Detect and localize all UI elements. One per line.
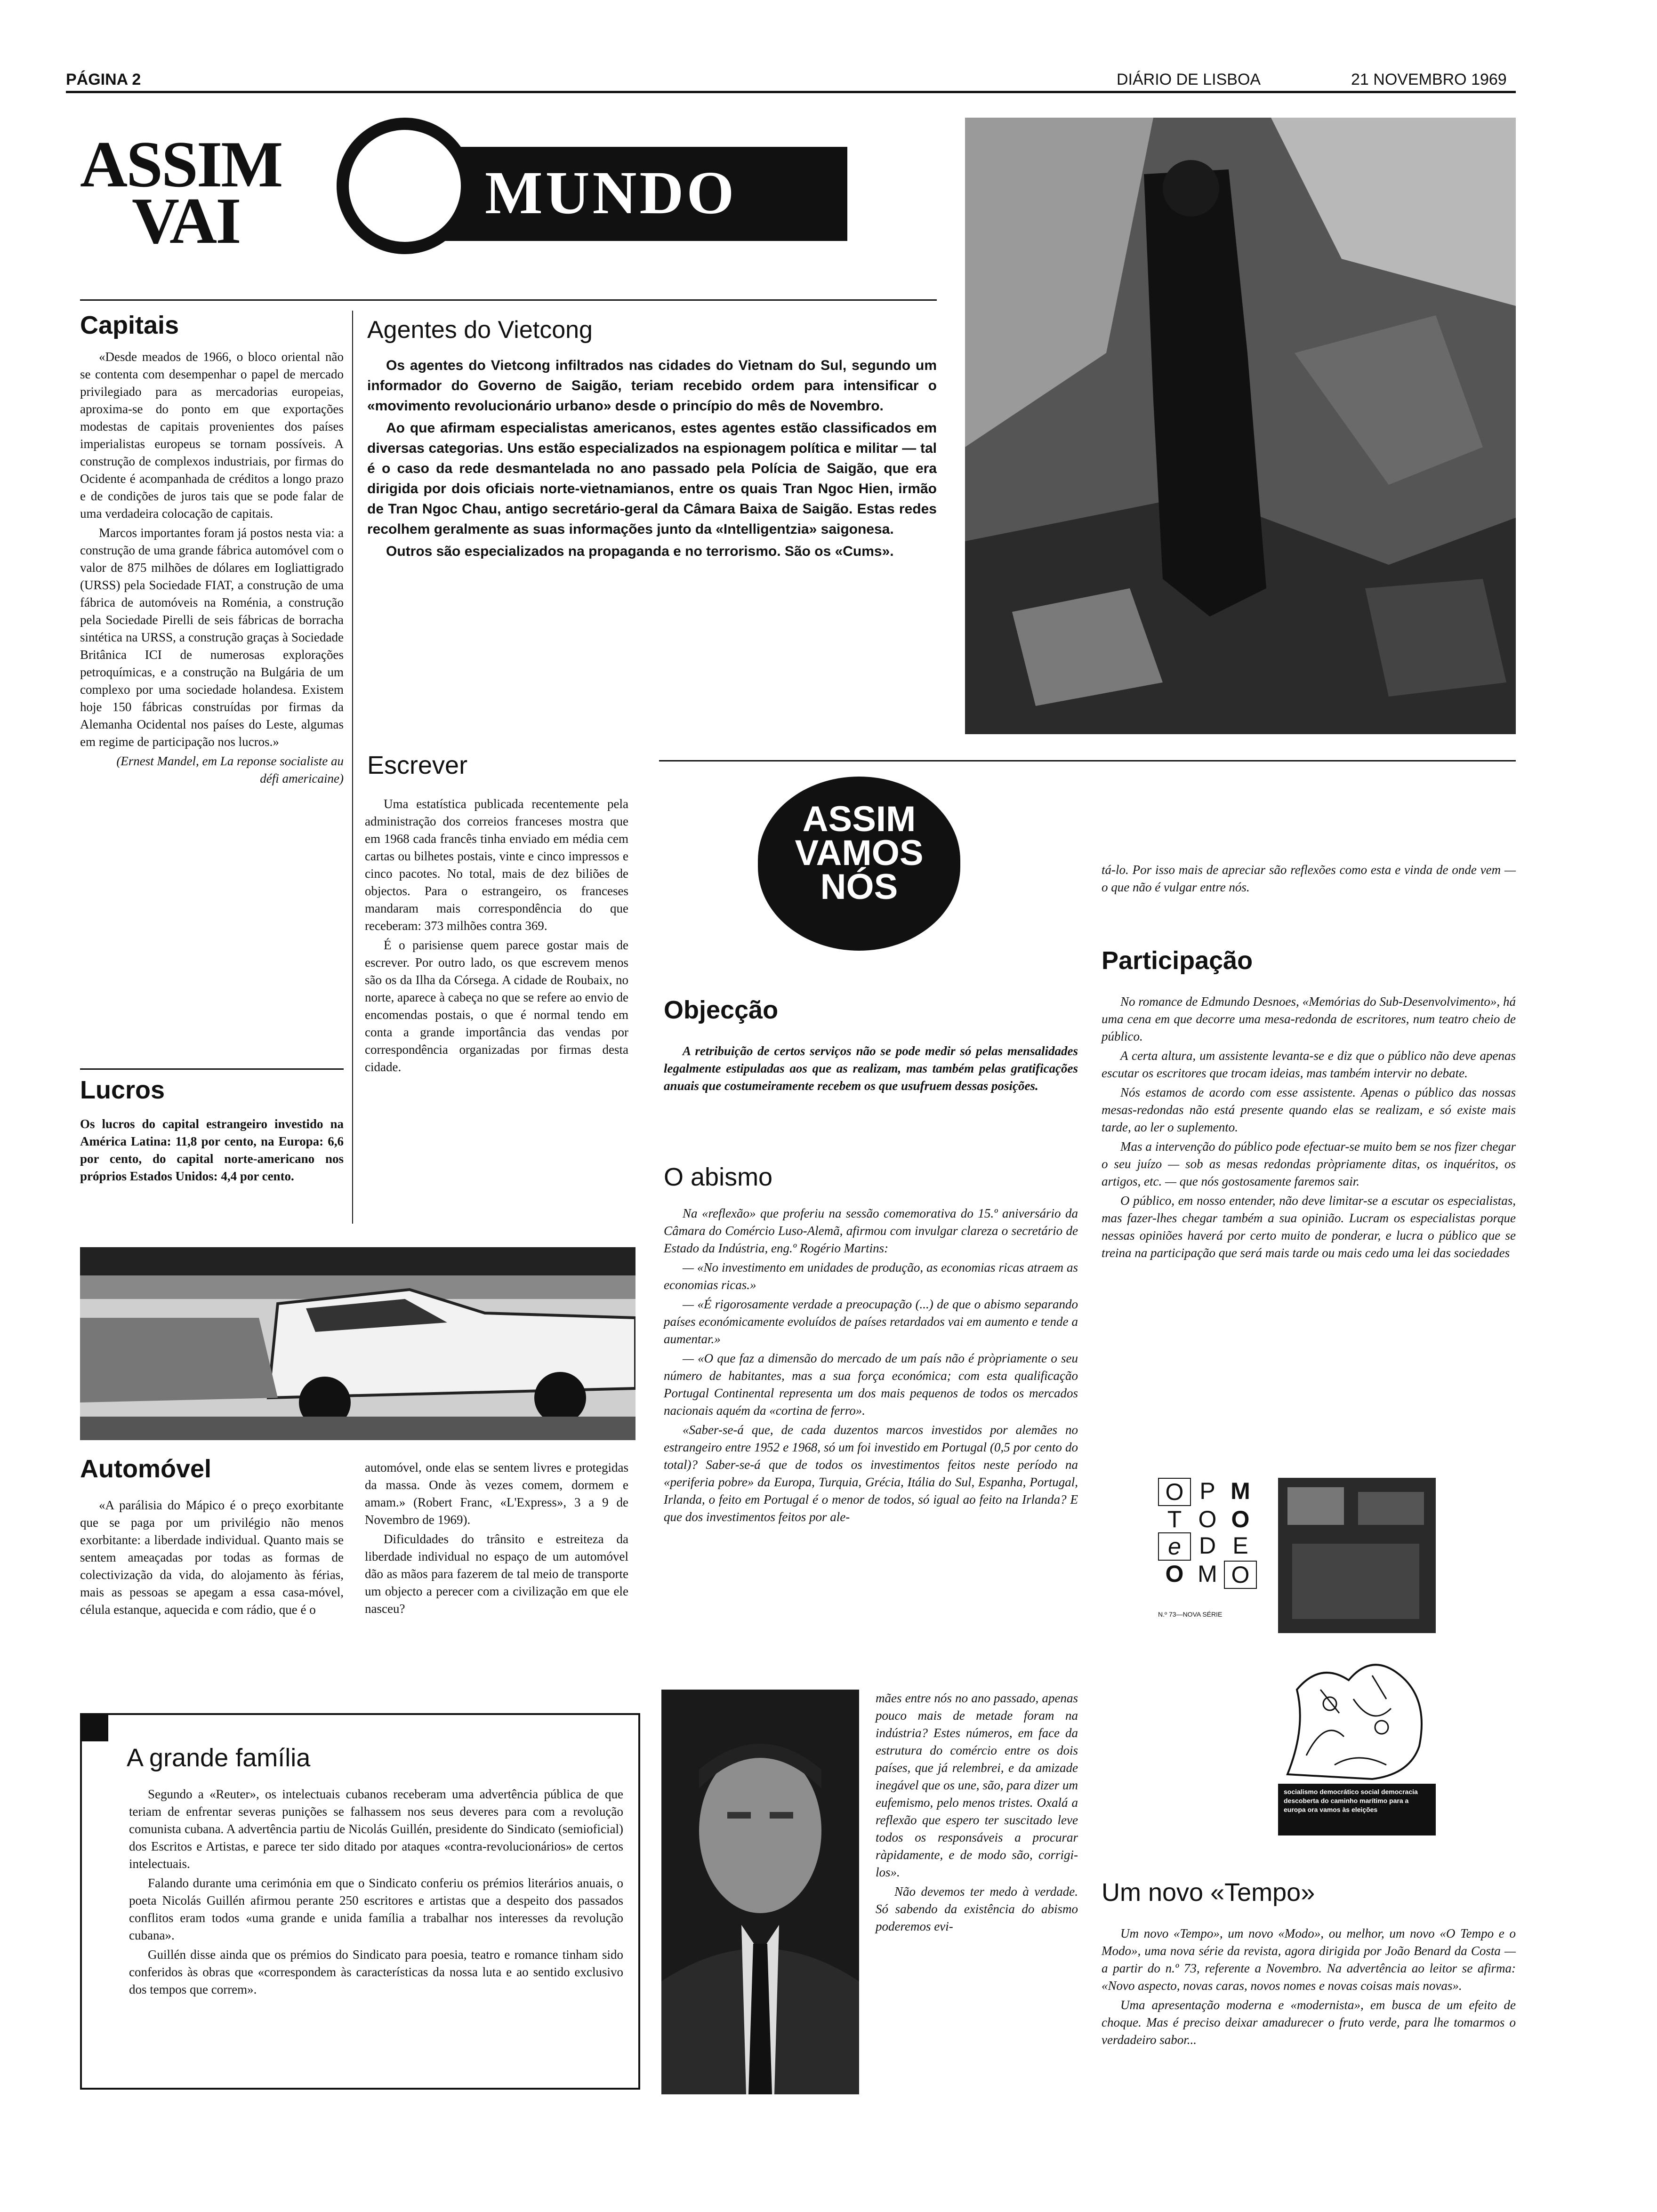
familia-body (129, 1786, 623, 2000)
capitais-source: (Ernest Mandel, em La reponse socialiste au défi americaine) (116, 754, 344, 785)
capitais-title: Capitais (80, 311, 179, 339)
participacao-paragraph: Nós estamos de acordo com esse assistente. Apenas o público das nossas mesas-redondas não está presente quando elas se realizam, e só existe mais tarde, ao ler o suplemento. (1102, 1085, 1516, 1134)
magazine-caption: socialismo democrático social democracia descoberta do caminho marítimo para a europa ora vamos às eleições (1278, 1784, 1436, 1835)
abismo-continued (876, 1690, 1078, 1937)
vietcong-paragraph: Ao que afirmam especialistas americanos, estes agentes estão classificados em diversas categorias. Uns estão especializados na espionagem política e militar — tal é o caso da rede desmantelada no ano passado pela Polícia de Saigão, que era dirigida por dois oficiais norte-vietnamianos, entre os quais Tran Ngoc Hien, irmão de Tran Ngoc Chau, antigo secretário-geral da Câmara Baixa de Saigão. Estas redes recolhem geralmente as suas informações junto da «Intelligentzia» saigonesa. (367, 420, 937, 537)
logo-nos: NÓS (820, 867, 898, 907)
vietcong-body (367, 355, 937, 563)
street-photo (965, 118, 1516, 734)
lucros-title: Lucros (80, 1076, 165, 1104)
vietcong-paragraph: Os agentes do Vietcong infiltrados nas cidades do Vietnam do Sul, segundo um informador do Governo de Saigão, teriam recebido ordem para intensificar o «movimento revolucionário urbano» desde o princípio do mês de Novembro. (367, 358, 937, 414)
abismo-paragraph: Na «reflexão» que proferiu na sessão comemorativa do 15.º aniversário da Câmara do Comércio Luso-Alemã, afirmou com invulgar clareza o secretário de Estado da Indústria, eng.º Rogério Martins: (664, 1206, 1078, 1255)
automovel-col1 (80, 1497, 344, 1620)
header-rule (66, 91, 1516, 93)
newspaper-name: DIÁRIO DE LISBOA (1117, 71, 1261, 88)
escrever-body (365, 795, 628, 1078)
magazine-illustration (1278, 1633, 1436, 1784)
masthead-vai: VAI (132, 184, 240, 257)
vietcong-title: Agentes do Vietcong (367, 316, 593, 344)
logo-assim: ASSIM (802, 799, 916, 839)
escrever-title: Escrever (367, 751, 468, 779)
abismo-paragraph: — «É rigorosamente verdade a preocupação (...) de que o abismo separando países económicamente evoluídos de países retardados vai em aumento e tende a aumentar.» (664, 1297, 1078, 1346)
logo-letter: M (1231, 1478, 1250, 1504)
masthead-o-ring (337, 118, 473, 254)
logo-letter: O (1224, 1561, 1257, 1589)
column-rule (352, 311, 353, 1224)
page-number: PÁGINA 2 (66, 71, 141, 88)
car-photo (80, 1247, 635, 1440)
logo-letter: D (1199, 1532, 1216, 1559)
abismo-paragraph: Não devemos ter medo à verdade. Só sabendo da existência do abismo poderemos evi- (876, 1884, 1078, 1933)
tempo-body (1102, 1925, 1516, 2051)
magazine-issue: N.º 73—NOVA SÉRIE (1158, 1611, 1223, 1618)
escrever-paragraph: Uma estatística publicada recentemente pela administração dos correios franceses mostra que em 1968 cada francês tinha enviado em média cem cartas ou bilhetes postais, vinte e cinco impressos e cinco pacotes. No total, mais de dez biliões de objectos. Para o estrangeiro, os franceses mandaram mais correspondência do que receberam: 373 milhões contra 369. (365, 797, 628, 933)
magazine-logo (1158, 1478, 1262, 1586)
participacao-paragraph: O público, em nosso entender, não deve limitar-se a escutar os especialistas, mas fazer-lhes chegar também a sua opinião. Lucram os especialistas porque nessas opiniões haverá por certo muito de ponderar, e lucra o público que se treina na participação que será mais tarde ou mais cedo uma lei das sociedades (1102, 1194, 1516, 1260)
issue-date: 21 NOVEMBRO 1969 (1351, 71, 1507, 88)
masthead-rule (80, 299, 937, 301)
familia-paragraph: Segundo a «Reuter», os intelectuais cubanos receberam uma advertência pública de que teriam de enfrentar severas punições se falhassem nos seus deveres para com a revolução comunista cubana. A advertência partiu de Nicolás Guillén, presidente do Sindicato (semioficial) dos Escritos e Artistas, e parece ter sido ditado por ataques «contra-revolucionários» de certos intelectuais. (129, 1787, 623, 1871)
objeccao-title: Objecção (664, 996, 779, 1024)
masthead-assim: ASSIM (80, 128, 282, 201)
logo-letter: E (1232, 1532, 1248, 1559)
magazine-cover (1158, 1478, 1450, 1835)
assim-vamos-nos-logo (758, 777, 960, 951)
logo-letter: O (1231, 1506, 1250, 1532)
logo-letter: O (1158, 1478, 1191, 1506)
grande-familia-box (80, 1713, 640, 2090)
logo-letter: O (1165, 1561, 1184, 1587)
abismo-paragraph: «Saber-se-á que, de cada duzentos marcos investidos por alemães no estrangeiro entre 1952 e 1968, só um foi investido em Portugal (0,5 por cento do total)? Saber-se-á que de todos os investimentos feitos neste período na «periferia pobre» da Europa, Turquia, Grécia, Itália do Sul, Espanha, Portugal, Irlanda, o feito em Portugal é o menor de todos, só igual ao feito na Irlanda? E que dos investimentos feitos por ale- (664, 1423, 1078, 1524)
vietcong-paragraph: Outros são especializados na propaganda e no terrorismo. São os «Cums». (386, 544, 894, 559)
logo-letter: T (1167, 1506, 1182, 1532)
automovel-col2 (365, 1459, 628, 1619)
automovel-paragraph: «A parálisia do Mápico é o preço exorbitante que se paga por um privilégio não menos exorbitante: a liberdade individual. Quanto mais se sentem ameaçadas por todas as formas de colectivização da vida, do alojamento às férias, mais as pessoas se apegam a essa casa-móvel, célula estanque, aquecida e com rádio, que é o (80, 1498, 344, 1617)
tempo-paragraph: Uma apresentação moderna e «modernista», em busca de um efeito de choque. Mas é preciso deixar amadurecer o fruto verde, para lhe tomarmos o verdadeiro sabor... (1102, 1998, 1516, 2047)
objeccao-body: A retribuição de certos serviços não se pode medir só pelas mensalidades legalmente estipuladas aos que as realizam, mas também pelas gratificações anuais que costumeiramente recebem os que usufruem dessas posições. (664, 1044, 1078, 1093)
tempo-title: Um novo «Tempo» (1102, 1878, 1315, 1907)
participacao-body (1102, 993, 1516, 1264)
familia-title: A grande família (127, 1744, 311, 1772)
capitais-body (80, 348, 344, 789)
masthead-mundo: MUNDO (485, 159, 737, 227)
section-rule (659, 760, 1516, 761)
familia-paragraph: Falando durante uma cerimónia em que o Sindicato conferiu os prémios literários anuais, o poeta Nicolás Guillén afirmou perante 250 escritores e artistas que a despeito dos passados conflitos eram todos «uma grande e unida família a trabalhar nos interesses da revolução cubana». (129, 1876, 623, 1942)
participacao-paragraph: A certa altura, um assistente levanta-se e diz que o público não deve apenas escutar os escritores que trocam ideias, mas também intervir no debate. (1102, 1049, 1516, 1080)
participacao-paragraph: No romance de Edmundo Desnoes, «Memórias do Sub-Desenvolvimento», há uma cena em que decorre uma mesa-redonda de escritores, num teatro cheio de público. (1102, 994, 1516, 1043)
automovel-paragraph: automóvel, onde elas se sentem livres e protegidas da massa. Onde às vezes comem, dormem e amam.» (Robert Franc, «L'Express», 3 a 9 de Novembro de 1969). (365, 1460, 628, 1527)
familia-paragraph: Guillén disse ainda que os prémios do Sindicato para poesia, teatro e romance tinham sido conferidos às obras que «correspondem às características da nossa luta e ao sentido exclusivo dos tempos que correm». (129, 1948, 623, 1996)
tempo-paragraph: Um novo «Tempo», um novo «Modo», ou melhor, um novo «O Tempo e o Modo», uma nova série da revista, agora dirigida por João Benard da Costa — a partir do n.º 73, referente a Novembro. Na advertência ao leitor se afirma: «Novo aspecto, novas caras, novos nomes e novas coisas mais novas». (1102, 1926, 1516, 1993)
logo-letter: M (1198, 1561, 1217, 1587)
participacao-title: Participação (1102, 946, 1253, 975)
abismo-body (664, 1205, 1078, 1528)
abismo-paragraph: — «No investimento em unidades de produção, as economias ricas atraem as economias ricas.» (664, 1260, 1078, 1292)
abismo-conclusion: tá-lo. Por isso mais de apreciar são reflexões como esta e vinda de onde vem — o que não é vulgar entre nós. (1102, 863, 1516, 894)
capitais-paragraph: Marcos importantes foram já postos nesta via: a construção de uma grande fábrica automóvel com o valor de 875 milhões de dólares em Iogliattigrado (URSS) pela Sociedade FIAT, a construção de uma fábrica de automóveis na Roménia, a construção pela Sociedade Pirelli de seis fábricas de borracha sintética na URSS, a construção graças à Sociedade Britânica ICI de numerosas explorações petroquímicas, e a construção na Bulgária de um complexo por uma sociedade holandesa. Existem hoje 150 fábricas construídas por firmas da Alemanha Ocidental nos países do Leste, algumas em regime de participação nos lucros.» (80, 526, 344, 749)
escrever-paragraph: É o parisiense quem parece gostar mais de escrever. Por outro lado, os que escrevem menos são os da Ilha da Córsega. A cidade de Roubaix, no norte, aparece à cabeça no que se refere ao envio de encomendas postais, o que é normal tendo em conta a grande importância das vendas por correspondência organizadas por firmas desta cidade. (365, 938, 628, 1074)
logo-letter: O (1198, 1506, 1217, 1532)
participacao-paragraph: Mas a intervenção do público pode efectuar-se muito bem se nos fizer chegar o seu juízo — sob as mesas redondas pròpriamente ditas, os inquéritos, os artigos, etc. — que nós gostosamente faremos sair. (1102, 1139, 1516, 1188)
box-corner (80, 1713, 108, 1741)
portrait-photo (661, 1690, 859, 2094)
masthead (80, 118, 946, 287)
capitais-rule (80, 1068, 344, 1070)
abismo-title: O abismo (664, 1163, 773, 1191)
automovel-paragraph: Dificuldades do trânsito e estreiteza da liberdade individual no espaço de um automóvel dão as mãos para fazerem de tal meio de transporte um objecto a perecer com a civilização em que ele nasceu? (365, 1532, 628, 1616)
magazine-image (1278, 1478, 1436, 1633)
logo-letter: P (1199, 1478, 1215, 1504)
logo-vamos: VAMOS (795, 833, 924, 873)
abismo-paragraph: mães entre nós no ano passado, apenas pouco mais de metade foram na indústria? Estes números, em face da estrutura do comércio entre os dois países, que já relembrei, e da amizade inegável que os une, são, para dizer um eufemismo, pelo menos tristes. Oxalá a reflexão que espero ter suscitado leve todos os responsáveis a procurar ràpidamente, e de modo são, corrigi-los». (876, 1691, 1078, 1879)
capitais-paragraph: «Desde meados de 1966, o bloco oriental não se contenta com desempenhar o papel de mercado privilegiado para as mercadorias europeias, aproxima-se do ponto em que exportações modestas de capitais provenientes dos países imperialistas europeus se tornam possíveis. A construção de complexos industriais, por firmas do Ocidente é acompanhada de créditos a longo prazo e de condições de juros tais que se pode falar de uma verdadeira colocação de capitais. (80, 350, 344, 521)
logo-letter: e (1158, 1532, 1191, 1561)
lucros-body: Os lucros do capital estrangeiro investido na América Latina: 11,8 por cento, na Europa: 6,6 por cento, do capital norte-americano nos próprios Estados Unidos: 4,4 por cento. (80, 1117, 344, 1183)
automovel-title: Automóvel (80, 1455, 212, 1483)
abismo-paragraph: — «O que faz a dimensão do mercado de um país não é pròpriamente o seu número de habitantes, mas a sua força económica; com esta qualificação Portugal Continental representa um dos mais pequenos de todos os mercados nacionais aquém da «cortina de ferro». (664, 1351, 1078, 1418)
